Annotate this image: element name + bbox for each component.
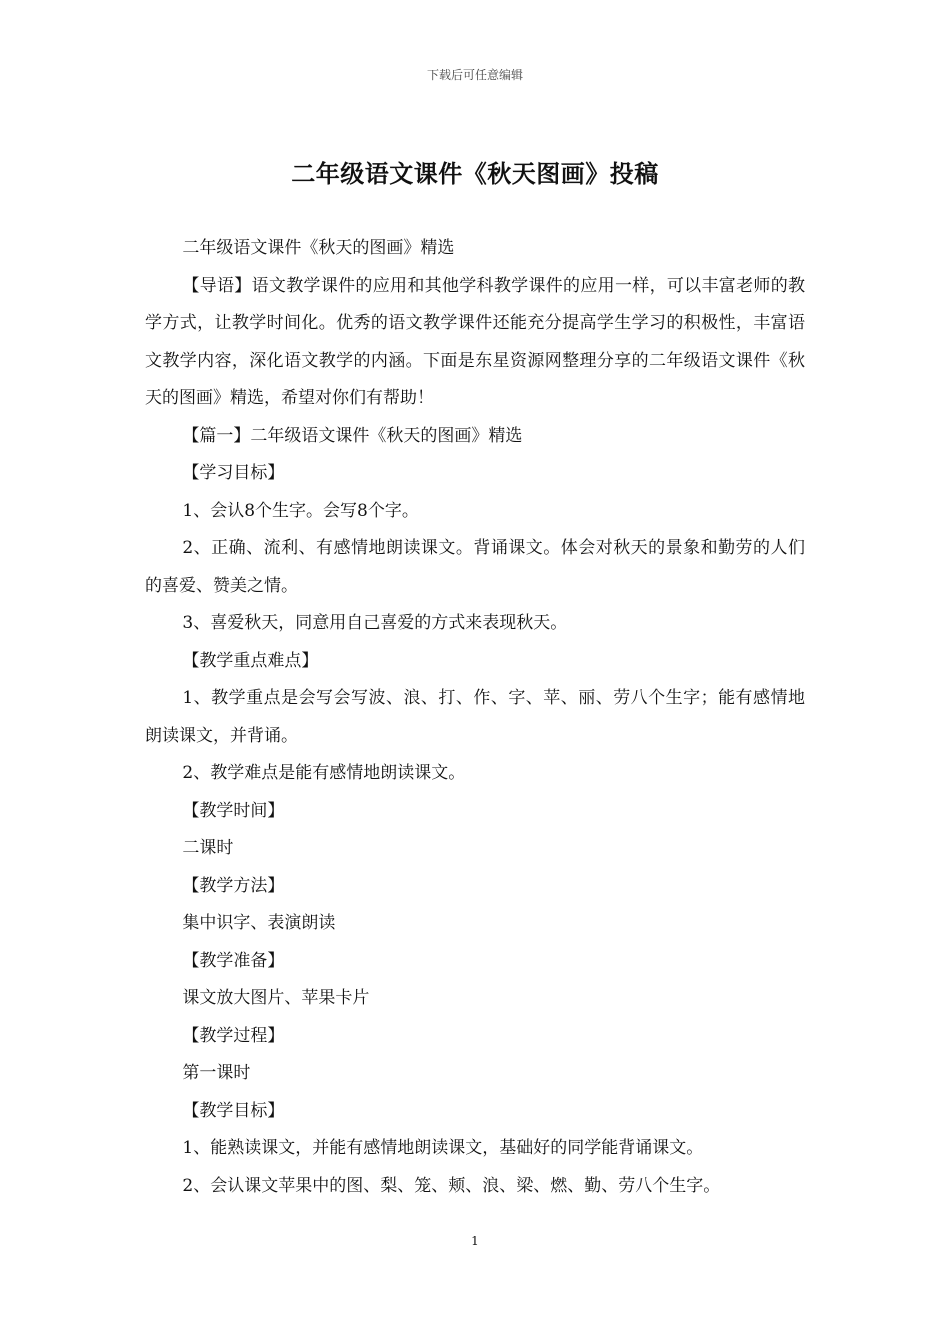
header-note: 下载后可任意编辑 — [426, 68, 523, 82]
page-number: 1 — [471, 1234, 479, 1248]
paragraph: 【教学时间】 — [182, 800, 285, 821]
paragraph: 2、正确、流利、有感情地朗读课文。背诵课文。体会对秋天的景象和勤劳的人们的喜爱、赞美之情。 — [145, 538, 805, 596]
paragraph: 【教学重点难点】 — [182, 650, 319, 671]
paragraph: 【学习目标】 — [182, 463, 285, 483]
paragraph: 【导语】语文教学课件的应用和其他学科教学课件的应用一样，可以丰富老师的教学方式，让教学时间化。优秀的语文教学课件还能充分提高学生学习的积极性，丰富语文教学内容，深化语文教学的内涵。下面是东星资源网整理分享的二年级语文课件《秋天的图画》精选，希望对你们有帮助！ — [145, 275, 805, 408]
paragraph: 3、喜爱秋天，同意用自己喜爱的方式来表现秋天。 — [182, 613, 568, 633]
paragraph: 1、会认8个生字。会写8个字。 — [182, 500, 419, 521]
paragraph: 课文放大图片、苹果卡片 — [182, 988, 370, 1008]
paragraph: 【篇一】二年级语文课件《秋天的图画》精选 — [182, 425, 523, 446]
paragraph: 【教学过程】 — [182, 1025, 285, 1046]
document-title: 二年级语文课件《秋天图画》投稿 — [291, 160, 659, 188]
document-body — [145, 230, 805, 1205]
paragraph: 二年级语文课件《秋天的图画》精选 — [182, 238, 455, 258]
paragraph: 第一课时 — [182, 1063, 251, 1083]
paragraph: 2、教学难点是能有感情地朗读课文。 — [182, 763, 466, 783]
paragraph: 【教学准备】 — [182, 950, 285, 971]
paragraph: 二课时 — [182, 838, 234, 858]
paragraph: 2、会认课文苹果中的图、梨、笼、颊、浪、梁、燃、勤、劳八个生字。 — [182, 1175, 721, 1196]
paragraph: 1、教学重点是会写会写波、浪、打、作、字、苹、丽、劳八个生字；能有感情地朗读课文，并背诵。 — [145, 688, 805, 746]
paragraph: 1、能熟读课文，并能有感情地朗读课文，基础好的同学能背诵课文。 — [182, 1138, 704, 1158]
paragraph: 【教学方法】 — [182, 875, 285, 896]
paragraph: 集中识字、表演朗读 — [182, 913, 336, 933]
paragraph: 【教学目标】 — [182, 1100, 285, 1121]
